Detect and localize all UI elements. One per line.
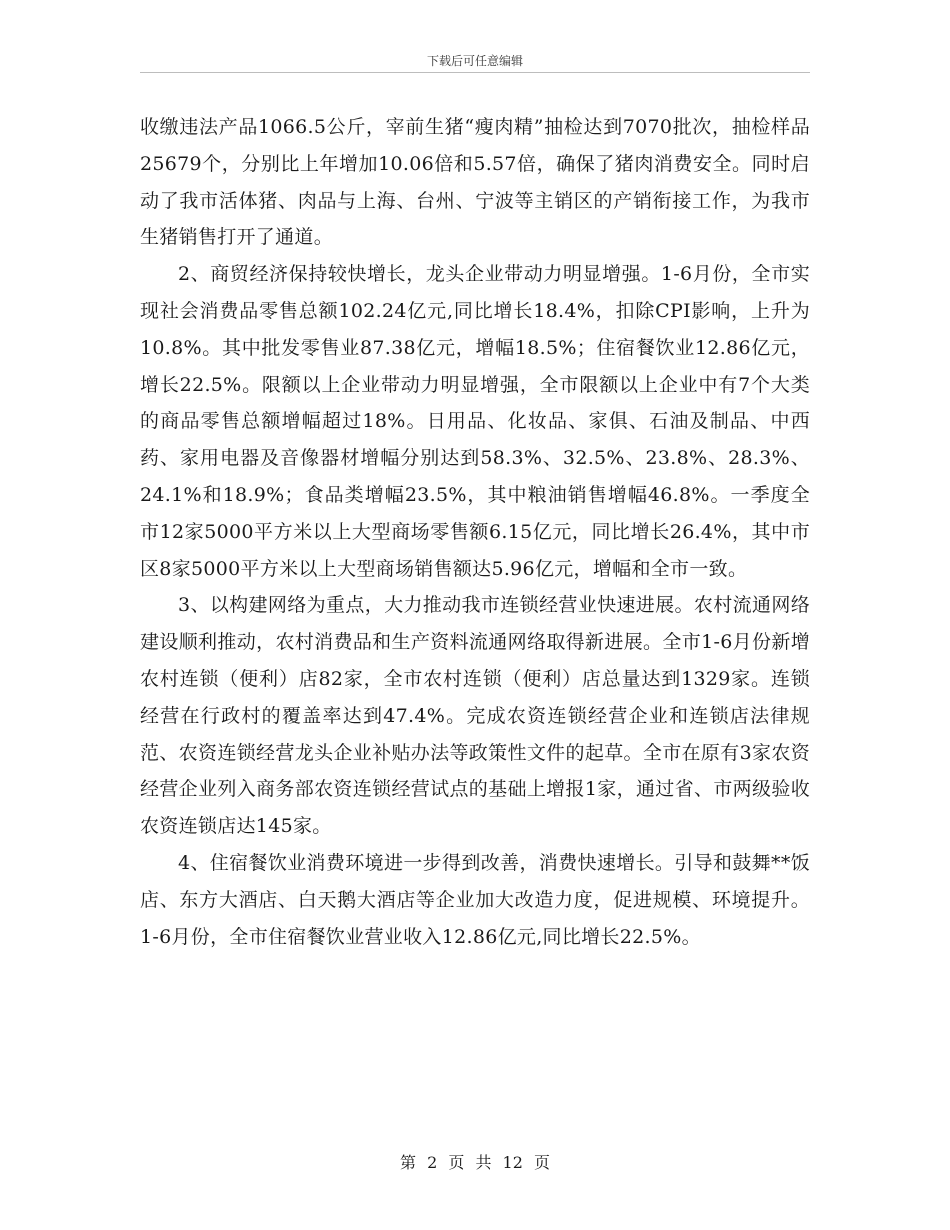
paragraph-2: 2、商贸经济保持较快增长，龙头企业带动力明显增强。1-6月份，全市实现社会消费品零售总额102.24亿元,同比增长18.4%，扣除CPI影响，上升为10.8%。其中批发零售业87.38亿元，增幅18.5%；住宿餐饮业12.86亿元，增长22.5%。限额以上企业带动力明显增强，全市限额以上企业中有7个大类的商品零售总额增幅超过18%。日用品、化妆品、家俱、石油及制品、中西药、家用电器及音像器材增幅分别达到58.3%、32.5%、23.8%、28.3%、24.1%和18.9%；食品类增幅23.5%，其中粮油销售增幅46.8%。一季度全市12家5000平方米以上大型商场零售额6.15亿元，同比增长26.4%，其中市区8家5000平方米以上大型商场销售额达5.96亿元，增幅和全市一致。 xyxy=(140,263,810,580)
paragraph-1: 收缴违法产品1066.5公斤，宰前生猪“瘦肉精”抽检达到7070批次，抽检样品25679个，分别比上年增加10.06倍和5.57倍，确保了猪肉消费安全。同时启动了我市活体猪、肉品与上海、台州、宁波等主销区的产销衔接工作，为我市生猪销售打开了通道。 xyxy=(140,116,810,249)
page-header: 下载后可任意编辑 xyxy=(426,54,523,68)
paragraph-4: 4、住宿餐饮业消费环境进一步得到改善，消费快速增长。引导和鼓舞**饭店、东方大酒店、白天鹅大酒店等企业加大改造力度，促进规模、环境提升。1-6月份，全市住宿餐饮业营业收入12.86亿元,同比增长22.5%。 xyxy=(140,851,810,948)
page-number: 第 2 页 共 12 页 xyxy=(400,1153,550,1172)
paragraph-3: 3、以构建网络为重点，大力推动我市连锁经营业快速进展。农村流通网络建设顺利推动，农村消费品和生产资料流通网络取得新进展。全市1-6月份新增农村连锁（便利）店82家，全市农村连锁（便利）店总量达到1329家。连锁经营在行政村的覆盖率达到47.4%。完成农资连锁经营企业和连锁店法律规范、农资连锁经营龙头企业补贴办法等政策性文件的起草。全市在原有3家农资经营企业列入商务部农资连锁经营试点的基础上增报1家，通过省、市两级验收农资连锁店达145家。 xyxy=(140,594,810,838)
document-body xyxy=(140,109,810,955)
header-divider xyxy=(140,72,810,73)
